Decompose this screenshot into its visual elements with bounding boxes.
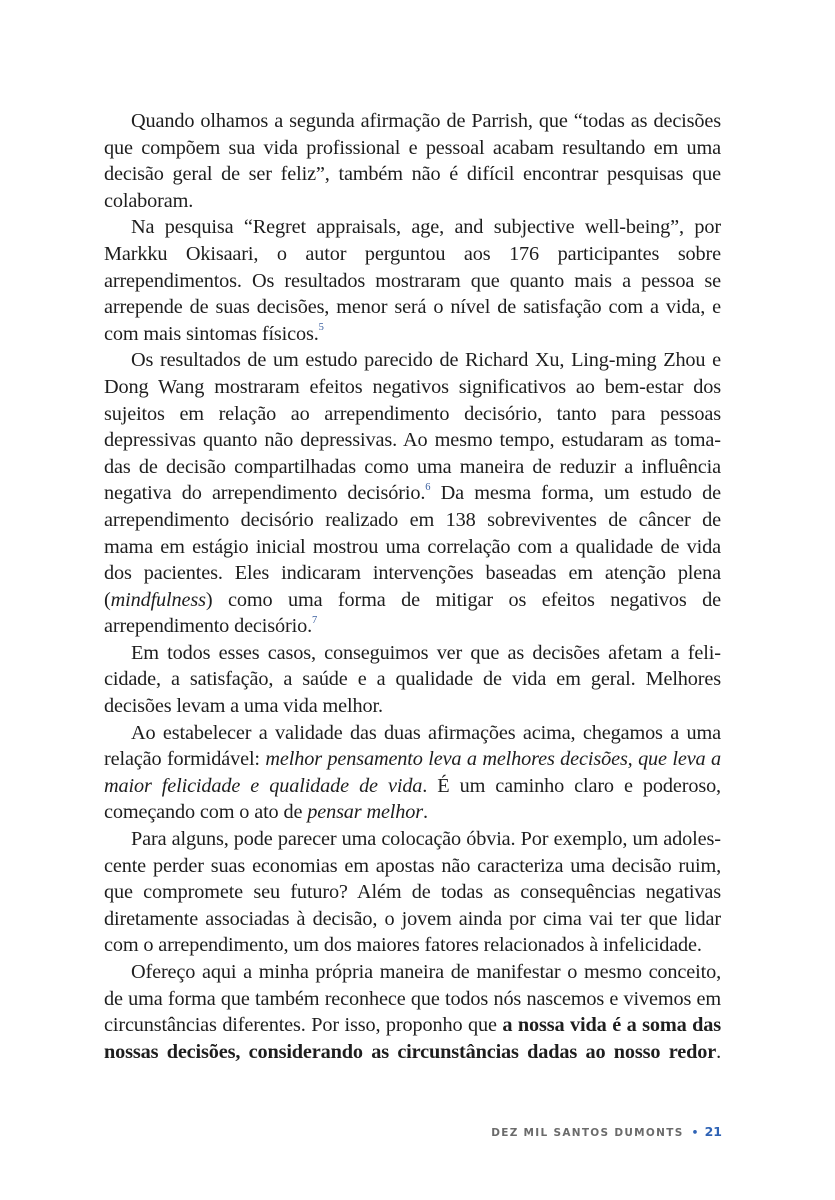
paragraph-5-text-a: Ao estabelecer a validade das duas afirmações acima, chegamos a uma relação formidável: [104, 721, 721, 771]
paragraph-5-text-b: . É um caminho claro e poderoso, começando com o ato de [104, 774, 721, 824]
footer-separator: • [691, 1127, 700, 1139]
paragraph-7 [104, 959, 721, 1065]
paragraph-3-text-b: Da mesma forma, um estudo de arrependimento decisório realizado em 138 sobreviventes de câncer de mama em estágio inicial mostrou uma correlação com a qualidade de vida dos pacientes. Eles indicaram intervenções baseadas em atenção plena ( [104, 482, 721, 611]
paragraph-5 [104, 720, 721, 826]
paragraph-5-italic-b: pensar melhor [307, 801, 424, 824]
running-title: DEZ MIL SANTOS DUMONTS [491, 1127, 684, 1139]
paragraph-7-bold: a nossa vida é a soma das nossas decisões, considerando as circunstâncias dadas ao nosso redor [104, 1014, 721, 1063]
paragraph-5-text-c: . [423, 801, 428, 824]
paragraph-2 [104, 214, 721, 347]
paragraph-7-end: . [716, 1040, 721, 1063]
paragraph-7-text: Ofereço aqui a minha própria maneira de manifestar o mesmo conceito, de uma forma que também reconhece que todos nós nascemos e vivemos em circunstâncias diferentes. Por isso, proponho que [104, 961, 721, 1037]
paragraph-6: Para alguns, pode parecer uma colocação óbvia. Por exemplo, um adolescente perder suas economias em apostas não caracteriza uma decisão ruim, que compromete seu futuro? Além de todas as consequências negativas diretamente associadas à decisão, o jovem ainda por cima vai ter que lidar com o arrependimento, um dos maiores fatores relacionados à infelicidade. [104, 828, 721, 957]
body-text [104, 108, 721, 1065]
paragraph-4: Em todos esses casos, conseguimos ver que as decisões afetam a felicidade, a satisfação, a saúde e a qualidade de vida em geral. Melhores decisões levam a uma vida melhor. [104, 641, 721, 718]
paragraph-5-italic-a: melhor pensamento leva a melhores decisões, que leva a maior felicidade e qualidade de vida [104, 748, 721, 797]
paragraph-3 [104, 347, 721, 640]
paragraph-2-text: Na pesquisa “Regret appraisals, age, and subjective well-being”, por Markku Okisaari, o autor perguntou aos 176 participantes sobre arrependimentos. Os resultados mostraram que quanto mais a pessoa se arrepende de suas decisões, menor será o nível de satisfação com a vida, e com mais sintomas físicos. [104, 216, 721, 345]
paragraph-1: Quando olhamos a segunda afirmação de Parrish, que “todas as decisões que compõem sua vida profissional e pessoal acabam resultando em uma decisão geral de ser feliz”, também não é difícil encontrar pesquisas que colaboram. [104, 110, 721, 212]
footnote-ref-6[interactable]: 6 [425, 481, 431, 493]
footnote-ref-7[interactable]: 7 [312, 614, 318, 626]
paragraph-3-text-a: Os resultados de um estudo parecido de Richard Xu, Ling-ming Zhou e Dong Wang mostraram efeitos negativos significativos ao bem-estar dos sujeitos em relação ao arrependimento decisório, tanto para pessoas depressivas quanto não depressivas. Ao mesmo tempo, estudaram as tomadas de decisão compartilhadas como uma maneira de reduzir a influência negativa do arrependimento decisório. [104, 349, 721, 505]
footnote-ref-5[interactable]: 5 [318, 321, 324, 333]
page-footer [491, 1124, 722, 1139]
paragraph-3-text-c: ) como uma forma de mitigar os efeitos negativos de arrependimento decisório. [104, 588, 721, 638]
paragraph-3-italic: mindfulness [110, 588, 206, 611]
page-number: 21 [704, 1124, 722, 1139]
